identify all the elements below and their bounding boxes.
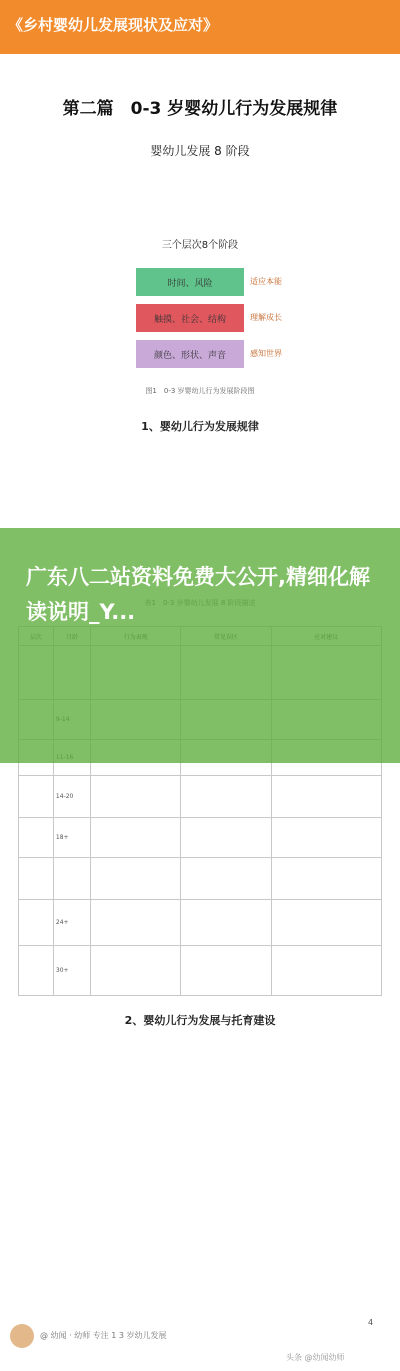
levels-title: 三个层次8个阶段 <box>161 240 239 251</box>
row-age: 18+ <box>53 818 90 858</box>
chapter-subtitle: 婴幼儿发展 8 阶段 <box>150 144 250 158</box>
level-box-3: 颜色、形状、声音 <box>136 340 244 368</box>
table-row <box>19 946 382 996</box>
level-note-1: 适应本能 <box>250 277 282 286</box>
table-row <box>19 900 382 946</box>
page-number: 4 <box>368 1318 374 1327</box>
header-title: 《乡村婴幼儿发展现状及应对》 <box>8 16 219 34</box>
watermark-label: 头条 @幼闻幼师 <box>286 1353 345 1362</box>
level-box-1: 时间、风险 <box>136 268 244 296</box>
avatar <box>10 1324 34 1348</box>
level-box-2: 触摸、社会、结构 <box>136 304 244 332</box>
section-2-title: 2、婴幼儿行为发展与托育建设 <box>124 1014 276 1027</box>
row-age: 24+ <box>53 900 90 946</box>
row-age: 30+ <box>53 946 90 996</box>
level-note-2: 理解成长 <box>250 313 282 322</box>
table-row <box>19 818 382 858</box>
table-row <box>19 776 382 818</box>
overlay-headline[interactable]: 广东八二站资料免费大公开,精细化解读说明_Y... <box>26 565 370 624</box>
section-1-title: 1、婴幼儿行为发展规律 <box>141 420 259 433</box>
level-note-3: 感知世界 <box>250 349 282 358</box>
row-age: 14-20 <box>53 776 90 818</box>
footer-author: @ 幼闻 · 幼师 专注 1 3 岁幼儿发展 <box>40 1331 167 1340</box>
figure-caption: 图1 0-3 岁婴幼儿行为发展阶段图 <box>145 387 255 395</box>
header-bar <box>0 0 400 54</box>
chapter-title: 第二篇 0-3 岁婴幼儿行为发展规律 <box>62 99 338 119</box>
table-row <box>19 858 382 900</box>
